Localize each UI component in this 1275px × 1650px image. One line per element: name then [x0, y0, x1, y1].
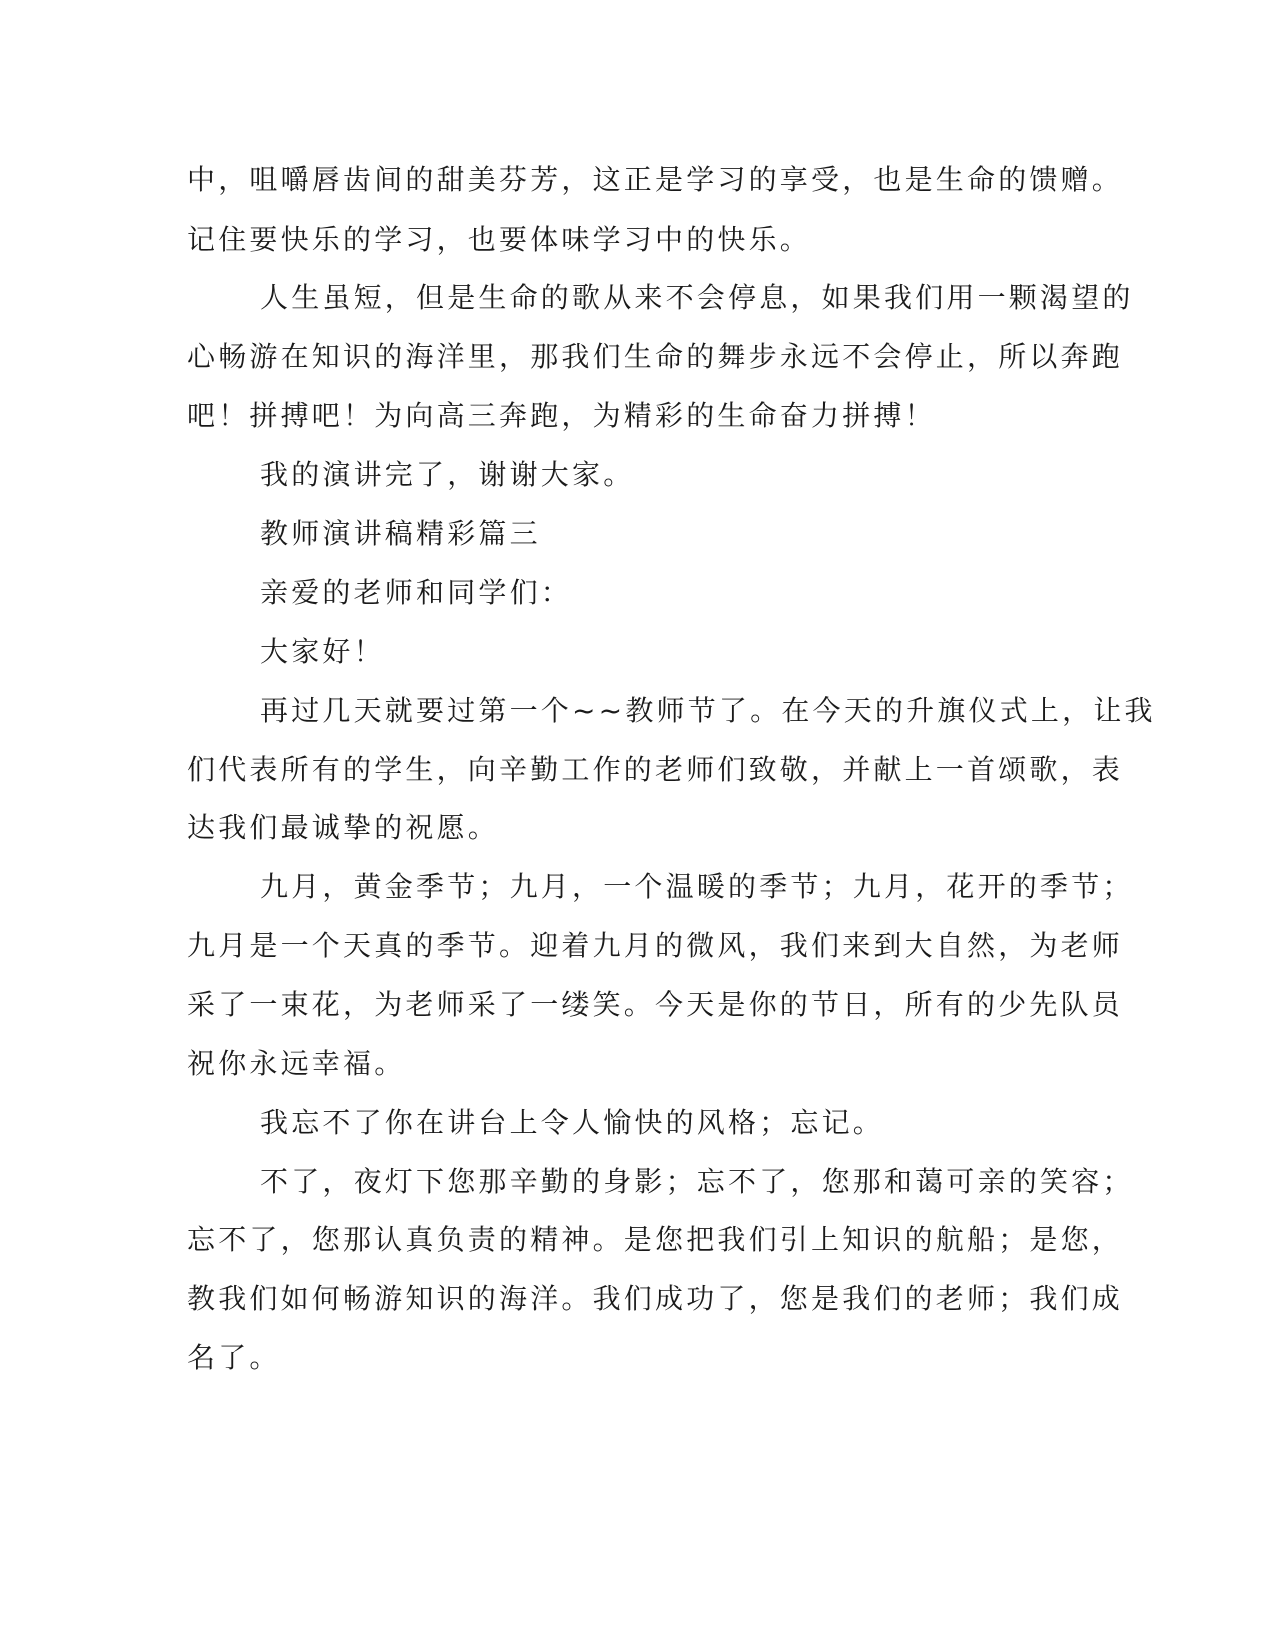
paragraph-start: 我忘不了你在讲台上令人愉快的风格；忘记。 [260, 1106, 885, 1139]
text-line: 名了。 [187, 1341, 281, 1374]
text-line: 教我们如何畅游知识的海洋。我们成功了，您是我们的老师；我们成 [187, 1282, 1124, 1315]
text-line: 采了一束花，为老师采了一缕笑。今天是你的节日，所有的少先队员 [187, 988, 1124, 1021]
section-heading: 教师演讲稿精彩篇三 [260, 517, 541, 550]
text-line: 们代表所有的学生，向辛勤工作的老师们致敬，并献上一首颂歌，表 [187, 753, 1124, 786]
text-line: 中，咀嚼唇齿间的甜美芬芳，这正是学习的享受，也是生命的馈赠。 [187, 163, 1124, 196]
text-line: 心畅游在知识的海洋里，那我们生命的舞步永远不会停止，所以奔跑 [187, 340, 1124, 373]
text-line: 记住要快乐的学习，也要体味学习中的快乐。 [187, 223, 812, 256]
paragraph-start: 九月，黄金季节；九月，一个温暖的季节；九月，花开的季节； [260, 870, 1134, 903]
paragraph-start: 人生虽短，但是生命的歌从来不会停息，如果我们用一颗渴望的 [260, 281, 1134, 314]
paragraph-start: 我的演讲完了，谢谢大家。 [260, 458, 635, 491]
text-line: 祝你永远幸福。 [187, 1047, 406, 1080]
text-line: 忘不了，您那认真负责的精神。是您把我们引上知识的航船；是您， [187, 1223, 1124, 1256]
text-line: 九月是一个天真的季节。迎着九月的微风，我们来到大自然，为老师 [187, 929, 1124, 962]
paragraph-start: 再过几天就要过第一个~~教师节了。在今天的升旗仪式上，让我 [260, 694, 1156, 727]
text-line: 吧！拼搏吧！为向高三奔跑，为精彩的生命奋力拼搏！ [187, 399, 936, 432]
greeting: 大家好！ [260, 635, 385, 668]
salutation: 亲爱的老师和同学们： [260, 576, 573, 609]
paragraph-start: 不了，夜灯下您那辛勤的身影；忘不了，您那和蔼可亲的笑容； [260, 1165, 1134, 1198]
text-line: 达我们最诚挚的祝愿。 [187, 811, 500, 844]
